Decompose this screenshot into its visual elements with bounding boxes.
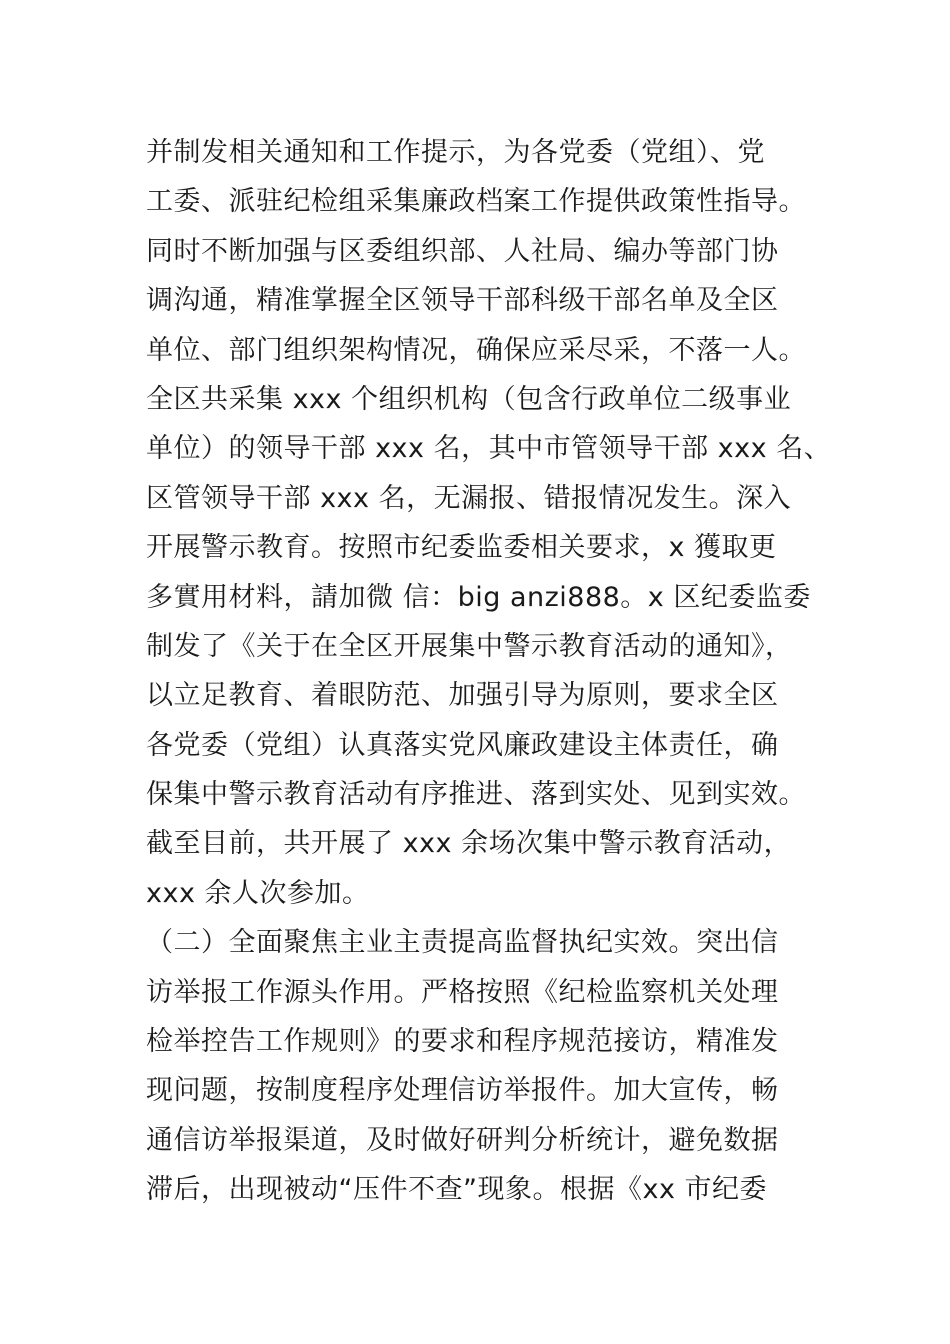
text-line: 全区共采集 xxx 个组织机构（包含行政单位二级事业 <box>146 383 792 415</box>
text-line: 区管领导干部 xxx 名，无漏报、错报情况发生。深入 <box>146 482 792 514</box>
text-line: 调沟通，精准掌握全区领导干部科级干部名单及全区 <box>146 285 779 317</box>
text-line: 检举控告工作规则》的要求和程序规范接访，精准发 <box>146 1026 779 1058</box>
text-line: 以立足教育、着眼防范、加强引导为原则，要求全区 <box>146 680 779 712</box>
text-line: 单位、部门组织架构情况，确保应采尽采，不落一人。 <box>146 334 806 366</box>
text-line: 单位）的领导干部 xxx 名，其中市管领导干部 xxx 名、 <box>146 433 832 465</box>
text-line: xxx 余人次参加。 <box>146 877 370 909</box>
text-line: 各党委（党组）认真落实党风廉政建设主体责任，确 <box>146 729 779 761</box>
text-line: 同时不断加强与区委组织部、人社局、编办等部门协 <box>146 235 779 267</box>
text-line: 截至目前，共开展了 xxx 余场次集中警示教育活动， <box>146 828 792 860</box>
text-line: 现问题，按制度程序处理信访举报件。加大宣传，畅 <box>146 1075 779 1107</box>
text-line: 多實用材料，請加微 信：big anzi888。x 区纪委监委 <box>146 581 811 613</box>
text-line: 滞后，出现被动“压件不查”现象。根据《xx 市纪委 <box>146 1174 768 1206</box>
text-line: 访举报工作源头作用。严格按照《纪检监察机关处理 <box>146 976 779 1008</box>
body-text <box>146 128 836 1215</box>
section-heading-line: （二）全面聚焦主业主责提高监督执纪实效。突出信 <box>146 927 779 959</box>
text-line: 并制发相关通知和工作提示，为各党委（党组）、党 <box>146 137 765 168</box>
text-line: 工委、派驻纪检组采集廉政档案工作提供政策性指导。 <box>146 186 806 218</box>
text-line: 通信访举报渠道，及时做好研判分析统计，避免数据 <box>146 1124 779 1156</box>
text-line: 制发了《关于在全区开展集中警示教育活动的通知》， <box>146 630 793 662</box>
text-line: 开展警示教育。按照市纪委监委相关要求，x 獲取更 <box>146 532 777 564</box>
text-line: 保集中警示教育活动有序推进、落到实处、见到实效。 <box>146 779 806 811</box>
